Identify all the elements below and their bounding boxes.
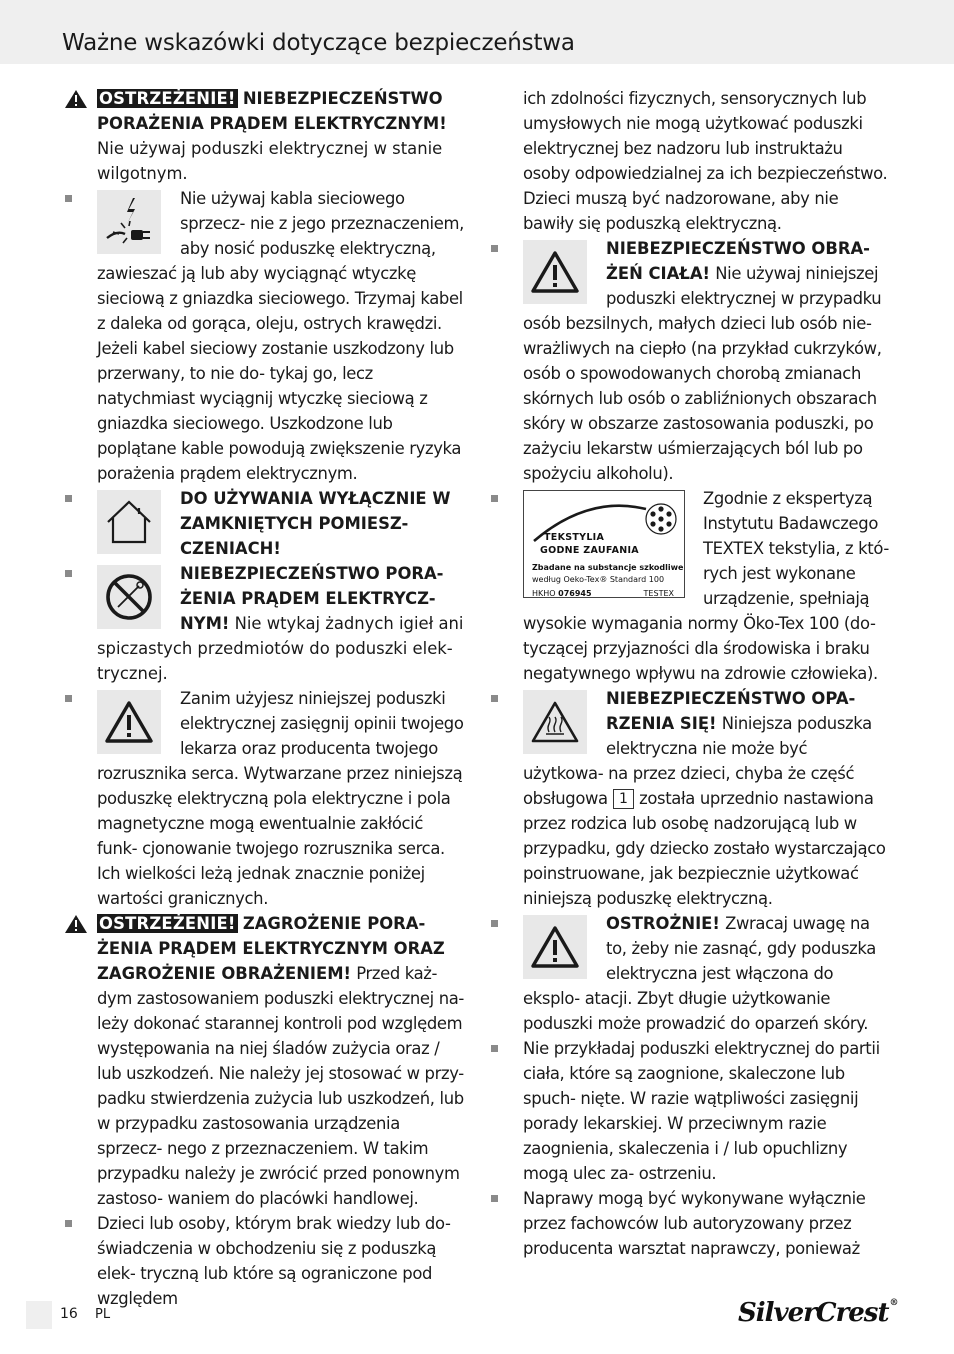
bullet-icon xyxy=(65,695,72,702)
list-item-text-b: została uprzednio nastawiona przez rodzica lub osobę nadzorującą lub w przypadku, gdy dziecko zostało wystarczająco poinstruowane, jak bezpiecznie użytkować niniejszą poduszkę elektryczną. xyxy=(523,789,886,908)
footer-marker xyxy=(26,1301,52,1329)
cable-hazard-icon-box xyxy=(97,190,161,254)
bullet-icon xyxy=(65,495,72,502)
list-item-text-a: Niniejsza poduszka elektryczna nie może być użytkowa- na przez dzieci, chyba że część obsługowa xyxy=(523,714,872,808)
cert-standard-text: według Oeko-Tex® Standard 100 xyxy=(532,575,665,584)
no-needles-icon xyxy=(103,571,155,623)
list-item-repairs xyxy=(488,1186,892,1261)
cable-hazard-icon xyxy=(103,196,155,248)
list-item-injury xyxy=(488,236,892,486)
list-item-text: Nie przykładaj poduszki elektrycznej do partii ciała, które są zaognione, skaleczone lub spuch- nięte. W razie wątpliwości zasięgnij porady lekarskiej. W przeciwnym razie zaognienia, skaleczenia i / lub opuchlizny mogą ulec za- ostrzeniu. xyxy=(523,1039,880,1183)
bullet-icon xyxy=(65,1220,72,1227)
warning-damage-check xyxy=(62,911,466,1211)
house-icon-box xyxy=(97,490,161,554)
list-item-indoor-only xyxy=(62,486,466,561)
cert-code-number: 076945 xyxy=(558,589,592,598)
warning-text: Przed każ- dym zastosowaniem poduszki elektrycznej na- leży dokonać starannej kontroli pod względem występowania na niej śladów zużycia oraz / lub uszkodzeń. Nie należy jej stosować w przy- padku stwierdzenia zużycia lub uszkodzeń, lub w przypadku zastosowania urządzenia sprzecz- nego z przeznaczeniem. W takim przypadku należy je zwrócić przed ponownym zastoso- waniem do placówki handlowej. xyxy=(97,964,464,1208)
brand-logo xyxy=(738,1298,897,1328)
caution-triangle-icon xyxy=(530,250,580,294)
bullet-icon xyxy=(491,1045,498,1052)
language-code: PL xyxy=(95,1307,111,1322)
left-column xyxy=(62,86,466,1311)
page-number: 16 xyxy=(60,1306,78,1322)
heat-warning-icon xyxy=(530,700,580,744)
warning-triangle-icon xyxy=(64,914,88,934)
list-item-heading: NIEBEZPIECZEŃSTWO PORA- ŻENIA PRĄDEM ELEKTRYCZ- NYM! xyxy=(180,564,444,633)
page-header xyxy=(0,0,954,64)
list-item-no-needles xyxy=(62,561,466,686)
warning-badge: OSTRZEŻENIE! xyxy=(99,914,236,933)
list-item-caution-sleep xyxy=(488,911,892,1036)
bullet-icon xyxy=(491,695,498,702)
caution-triangle-icon xyxy=(104,700,154,744)
list-item-text: Zgodnie z ekspertyzą Instytutu Badawczego TEXTEX tekstylia, z któ- rych jest wykonane urządzenie, spełniają wysokie wymagania normy Öko-Tex 100 (do- tyczącej przyjazności dla środowiska i braku negatywnego wpływu na zdrowie człowieka). xyxy=(523,489,889,683)
list-item-pacemaker xyxy=(62,686,466,911)
caution-icon-box xyxy=(97,690,161,754)
right-column xyxy=(488,86,892,1261)
list-item-text: Zanim użyjesz niniejszej poduszki elektrycznej zasięgnij opinii twojego lekarza oraz producenta twojego rozrusznika serca. Wytwarzane przez niniejszą poduszkę elektryczną pola elektryczne i pola magnetyczne mogą ewentualnie zakłócić funk- cjonowanie twojego rozrusznika serca. Ich wielkości leżą jednak znacznie poniżej wartości granicznych. xyxy=(97,689,464,908)
list-item-inflamed xyxy=(488,1036,892,1186)
registered-mark: ® xyxy=(889,1298,898,1308)
cert-title-1: TEKSTYLIA xyxy=(544,532,605,543)
brand-name: SilverCrest xyxy=(738,1298,889,1328)
bullet-icon xyxy=(491,1195,498,1202)
warning-text: Nie używaj poduszki elektrycznej w stanie wilgotnym. xyxy=(97,139,443,183)
list-item-burn xyxy=(488,686,892,911)
cert-tested-text: Zbadane na substancje szkodliwe xyxy=(532,563,684,572)
cert-code xyxy=(532,581,592,606)
cert-code-label: HKHO xyxy=(532,589,556,598)
heat-caution-icon-box xyxy=(523,690,587,754)
warning-badge: OSTRZEŻENIE! xyxy=(99,89,236,108)
house-icon xyxy=(103,498,155,546)
oekotex-label xyxy=(523,490,685,598)
warning-heading: NIEBEZPIECZEŃSTWO PORAŻENIA PRĄDEM ELEKTRYCZNYM! xyxy=(97,89,447,133)
list-item-heading: DO UŻYWANIA WYŁĄCZNIE W ZAMKNIĘTYCH POMIESZ- CZENIACH! xyxy=(180,489,451,558)
list-item-text: Nie wtykaj żadnych igieł ani spiczastych przedmiotów do poduszki elek- trycznej. xyxy=(97,614,464,683)
list-item-text: Dzieci lub osoby, którym brak wiedzy lub do- świadczenia w obchodzeniu się z poduszką elek- tryczną lub które są ograniczone pod względem xyxy=(97,1214,451,1308)
list-item-oekotex xyxy=(488,486,892,686)
warning-heading: ZAGROŻENIE PORA- ŻENIA PRĄDEM ELEKTRYCZNYM ORAZ ZAGROŻENIE OBRAŻENIEM! xyxy=(97,914,445,983)
list-item-children xyxy=(62,1211,466,1311)
bullet-icon xyxy=(491,245,498,252)
paragraph-text: ich zdolności fizycznych, sensorycznych lub umysłowych nie mogą użytkować poduszki elektrycznej bez nadzoru lub instruktażu osoby odpowiedzialnej za ich bezpieczeństwo. Dzieci muszą być nadzorowane, aby nie bawiły się poduszką elektryczną. xyxy=(523,89,888,233)
page-title: Ważne wskazówki dotyczące bezpieczeństwa xyxy=(62,30,575,56)
bullet-icon xyxy=(491,920,498,927)
bullet-icon xyxy=(491,495,498,502)
no-needles-icon-box xyxy=(97,565,161,629)
list-item-heading: OSTROŻNIE! xyxy=(606,914,720,933)
caution-triangle-icon xyxy=(530,925,580,969)
list-item-text: Naprawy mogą być wykonywane wyłącznie przez fachowców lub autoryzowany przez producenta warsztat naprawczy, ponieważ xyxy=(523,1189,866,1258)
part-number-box: 1 xyxy=(613,789,634,809)
list-item-text: Nie używaj kabla sieciowego sprzecz- nie z jego przeznaczeniem, aby nosić poduszkę elektryczną, zawieszać ją lub aby wyciągnąć wtyczkę sieciową z gniazdka sieciowego. Trzymaj kabel z daleka od gorąca, oleju, ostrych krawędzi. Jeżeli kabel sieciowy zostanie uszkodzony lub przerwany, to nie do- tykaj go, lecz natychmiast wyciągnij wtyczkę sieciową z gniazdka sieciowego. Uszkodzone lub poplątane kable powodują zwiększenie ryzyka porażenia prądem elektrycznym. xyxy=(97,189,464,483)
bullet-icon xyxy=(65,570,72,577)
warning-electric-shock-wet xyxy=(62,86,466,186)
list-item-heading: NIEBEZPIECZEŃSTWO OPA- RZENIA SIĘ! xyxy=(606,689,856,733)
cert-lab: TESTEX xyxy=(643,589,674,598)
list-item-text: Zwracaj uwagę na to, żeby nie zasnąć, gdy poduszka elektryczna jest włączona do eksplo- atacji. Zbyt długie użytkowanie poduszki może prowadzić do oparzeń skóry. xyxy=(523,914,876,1033)
cert-title-2: GODNE ZAUFANIA xyxy=(540,545,639,556)
list-item-text: Nie używaj niniejszej poduszki elektrycznej w przypadku osób bezsilnych, małych dzieci lub osób nie- wrażliwych na ciepło (na przykład cukrzyków, osób o spowodowanych chorobą zmianach skórnych lub osób o zabliźnionych obszarach skóry w obszarze zastosowania poduszki, po zażyciu lekarstw uśmierzających ból lub po spożyciu alkoholu). xyxy=(523,264,882,483)
bullet-icon xyxy=(65,195,72,202)
caution-icon-box xyxy=(523,915,587,979)
caution-icon-box xyxy=(523,240,587,304)
continued-paragraph xyxy=(488,86,892,236)
list-item-heading: NIEBEZPIECZEŃSTWO OBRA- ŻEŃ CIAŁA! xyxy=(606,239,870,283)
warning-triangle-icon xyxy=(64,89,88,109)
list-item-power-cable xyxy=(62,186,466,486)
